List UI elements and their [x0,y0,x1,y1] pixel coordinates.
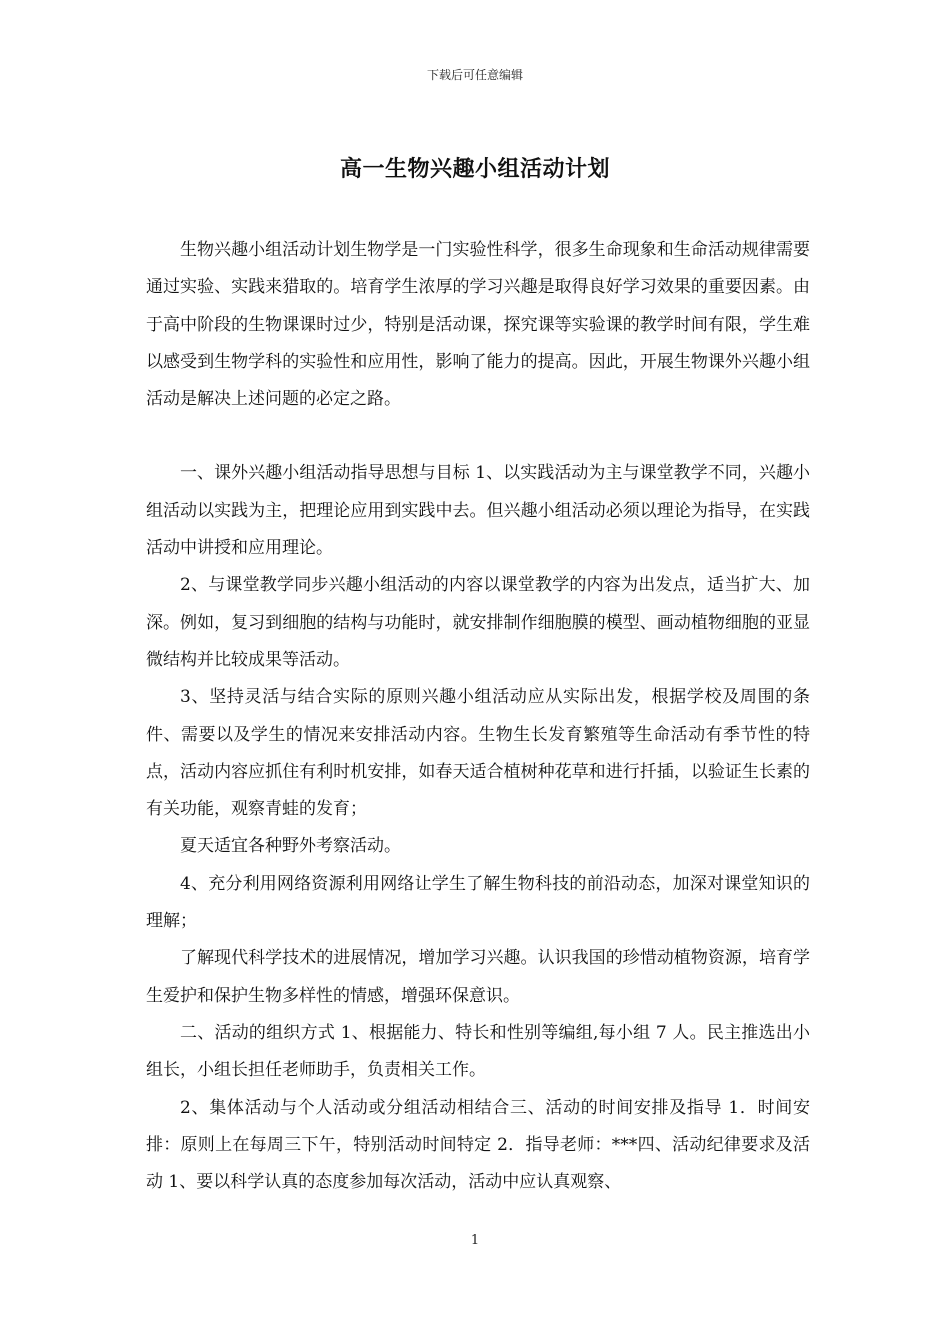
paragraph: 二、活动的组织方式 1、根据能力、特长和性别等编组,每小组 7 人。民主推选出小组长，小组长担任老师助手，负责相关工作。 [146,1022,810,1081]
document-title: 高一生物兴趣小组活动计划 [339,157,610,182]
paragraph: 4、充分利用网络资源利用网络让学生了解生物科技的前沿动态，加深对课堂知识的理解； [146,873,810,932]
paragraph: 2、与课堂教学同步兴趣小组活动的内容以课堂教学的内容为出发点，适当扩大、加深。例如，复习到细胞的结构与功能时，就安排制作细胞膜的模型、画动植物细胞的亚显微结构并比较成果等活动。 [146,575,810,670]
paragraph: 一、课外兴趣小组活动指导思想与目标 1、以实践活动为主与课堂教学不同，兴趣小组活动以实践为主，把理论应用到实践中去。但兴趣小组活动必须以理论为指导，在实践活动中讲授和应用理论。 [146,463,810,559]
page-number: 1 [470,1233,480,1248]
header-note: 下载后可任意编辑 [426,68,523,82]
paragraph: 3、坚持灵活与结合实际的原则兴趣小组活动应从实际出发，根据学校及周围的条件、需要以及学生的情况来安排活动内容。生物生长发育繁殖等生命活动有季节性的特点，活动内容应抓住有利时机安排，如春天适合植树种花草和进行扦插，以验证生长素的有关功能，观察青蛙的发育； [146,687,810,820]
paragraph: 了解现代科学技术的进展情况，增加学习兴趣。认识我国的珍惜动植物资源，培育学生爱护和保护生物多样性的情感，增强环保意识。 [146,948,810,1006]
paragraph: 夏天适宜各种野外考察活动。 [180,836,401,857]
paragraph: 2、集体活动与个人活动或分组活动相结合三、活动的时间安排及指导 1．时间安排：原则上在每周三下午，特别活动时间特定 2．指导老师：***四、活动纪律要求及活动 1、要以科学认真的态度参加每次活动，活动中应认真观察、 [146,1097,810,1193]
paragraph-intro: 生物兴趣小组活动计划生物学是一门实验性科学，很多生命现象和生命活动规律需要通过实验、实践来猎取的。培育学生浓厚的学习兴趣是取得良好学习效果的重要因素。由于高中阶段的生物课课时过少，特别是活动课，探究课等实验课的教学时间有限，学生难以感受到生物学科的实验性和应用性，影响了能力的提高。因此，开展生物课外兴趣小组活动是解决上述问题的必定之路。 [146,240,810,410]
document-body [146,232,810,1201]
